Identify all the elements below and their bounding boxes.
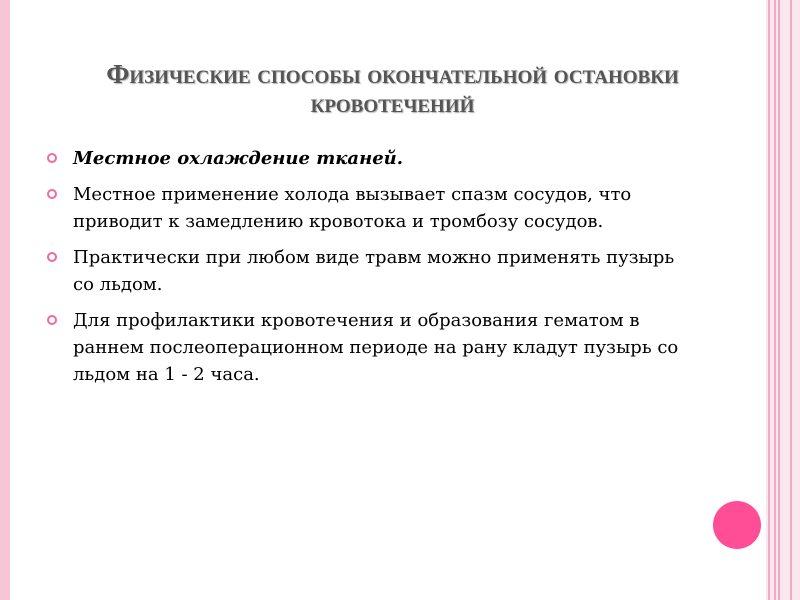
bullet-ring-icon	[47, 315, 57, 325]
left-border	[0, 0, 10, 600]
right-stripe	[774, 0, 776, 600]
bullet-text: Практически при любом виде травм можно применять пузырь со льдом.	[73, 247, 675, 295]
slide-title-line1: Физические способы окончательной остановки	[106, 59, 679, 89]
right-decorative-band	[766, 0, 800, 600]
right-stripe	[768, 0, 770, 600]
bullet-text: Местное охлаждение тканей.	[73, 148, 404, 169]
bullet-list	[42, 145, 692, 397]
bullet-item	[42, 307, 692, 388]
right-stripe	[790, 0, 792, 600]
bullet-ring-icon	[47, 252, 57, 262]
bullet-ring-icon	[47, 189, 57, 199]
slide-title	[20, 60, 765, 118]
bullet-item	[42, 181, 692, 235]
bullet-item	[42, 244, 692, 298]
slide-title-line2: кровотечений	[310, 88, 475, 118]
bullet-ring-icon	[47, 153, 57, 163]
bullet-item	[42, 145, 692, 172]
bullet-text: Для профилактики кровотечения и образования гематом в раннем послеоперационном периоде на рану кладут пузырь со льдом на 1 - 2 часа.	[73, 310, 679, 385]
decorative-circle	[713, 501, 761, 549]
bullet-text: Местное применение холода вызывает спазм сосудов, что приводит к замедлению кровотока и тромбозу сосудов.	[73, 184, 632, 232]
right-stripe	[778, 0, 780, 600]
